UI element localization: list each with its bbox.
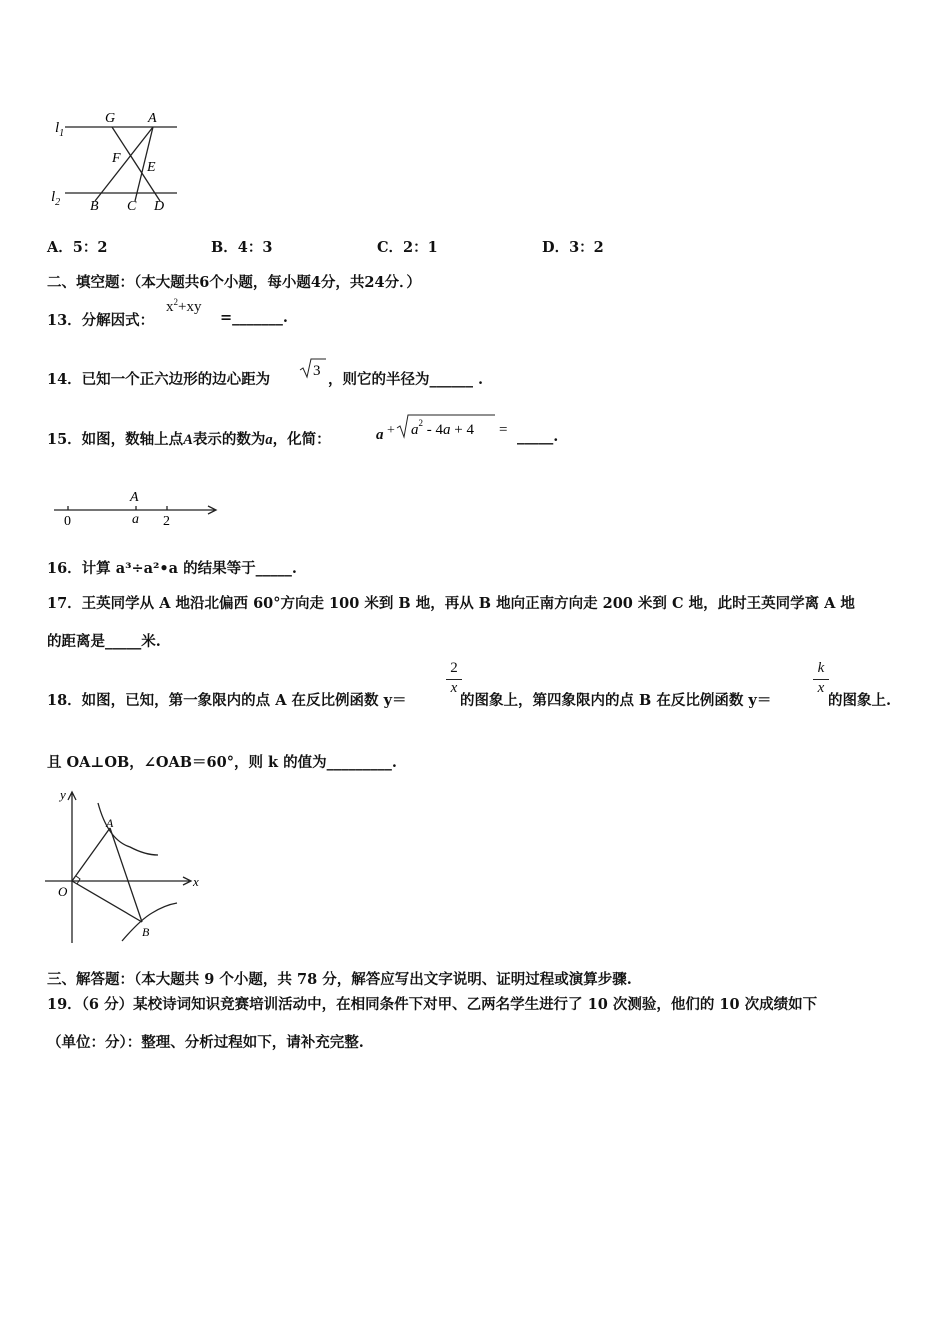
question-15-label: 15．如图，数轴上点A表示的数为a，化简： bbox=[47, 431, 331, 448]
segment-OA bbox=[72, 828, 110, 881]
option-a: A．5：2 bbox=[47, 239, 108, 256]
q18-fraction-1: 2 x bbox=[444, 660, 464, 697]
label-D: D bbox=[154, 199, 165, 214]
label-B: B bbox=[142, 925, 150, 939]
label-F: F bbox=[112, 151, 121, 166]
label-O: O bbox=[58, 884, 68, 899]
label-E: E bbox=[147, 160, 156, 175]
label-a: a bbox=[132, 512, 139, 527]
segment-OB bbox=[72, 881, 142, 922]
coordinate-figure bbox=[40, 785, 215, 950]
section-2-heading: 二、填空题：（本大题共6个小题，每小题4分，共24分．） bbox=[47, 274, 421, 291]
q13-blank: =_______. bbox=[220, 309, 288, 326]
q15-radical bbox=[395, 412, 520, 440]
question-14-label: 14．已知一个正六边形的边心距为 bbox=[47, 371, 271, 388]
q18-fraction-2: k x bbox=[811, 660, 831, 697]
option-c: C．2：1 bbox=[377, 239, 438, 256]
label-x: x bbox=[193, 874, 199, 889]
option-b: B．4：3 bbox=[211, 239, 273, 256]
label-G: G bbox=[105, 111, 116, 126]
question-18-part1: 18．如图，已知，第一象限内的点 A 在反比例函数 y＝ bbox=[47, 692, 407, 709]
q15-plus: + bbox=[387, 423, 395, 438]
label-l1: $l_1$ bbox=[55, 120, 65, 139]
label-point-A: A bbox=[130, 490, 139, 505]
label-A: A bbox=[106, 816, 114, 830]
curve-fourth-quadrant bbox=[122, 903, 177, 941]
question-16: 16．计算 a³÷a²•a 的结果等于_____. bbox=[47, 560, 297, 577]
svg-text:3: 3 bbox=[313, 363, 321, 379]
q13-expression: $x^2+xy$ bbox=[166, 297, 202, 315]
question-13 bbox=[47, 309, 154, 330]
option-d: D．3：2 bbox=[542, 239, 604, 256]
question-14-tail: ，则它的半径为______ . bbox=[328, 371, 484, 388]
sqrt3-symbol bbox=[298, 356, 328, 380]
label-0: 0 bbox=[64, 514, 71, 529]
question-18-part3: 的图象上. bbox=[828, 692, 892, 709]
question-17-line1: 17．王英同学从 A 地沿北偏西 60°方向走 100 米到 B 地，再从 B 地向正南方向走 200 米到 C 地，此时王英同学离 A 地 bbox=[47, 595, 855, 612]
label-l2: $l_2$ bbox=[51, 189, 61, 208]
question-18-line2: 且 OA⊥OB，∠OAB＝60°，则 k 的值为_________. bbox=[47, 754, 397, 771]
svg-text:=: = bbox=[499, 422, 508, 438]
q15-blank: _____. bbox=[517, 428, 559, 445]
q13-label: 13．分解因式： bbox=[47, 312, 155, 329]
question-19-line2: （单位：分）：整理、分析过程如下，请补充完整. bbox=[47, 1034, 364, 1051]
q15-expr-a: a bbox=[376, 427, 384, 443]
segment-AB bbox=[110, 828, 142, 922]
label-2: 2 bbox=[163, 514, 170, 529]
question-17-line2: 的距离是_____米. bbox=[47, 633, 161, 650]
question-18-part2: 的图象上，第四象限内的点 B 在反比例函数 y＝ bbox=[460, 692, 772, 709]
section-3-heading: 三、解答题：（本大题共 9 个小题，共 78 分，解答应写出文字说明、证明过程或演算步骤. bbox=[47, 971, 632, 988]
label-C: C bbox=[127, 199, 137, 214]
question-19-line1: 19．（6 分）某校诗词知识竞赛培训活动中，在相同条件下对甲、乙两名学生进行了 10 次测验，他们的 10 次成绩如下 bbox=[47, 996, 818, 1013]
label-B: B bbox=[90, 199, 99, 214]
right-angle-mark bbox=[76, 876, 80, 884]
number-line-figure bbox=[50, 485, 225, 530]
svg-text:a2 - 4a + 4: $a^2 - 4a + 4$ bbox=[411, 418, 474, 438]
label-A: A bbox=[148, 111, 157, 126]
label-y: y bbox=[60, 787, 66, 802]
parallel-lines-figure bbox=[45, 105, 185, 215]
